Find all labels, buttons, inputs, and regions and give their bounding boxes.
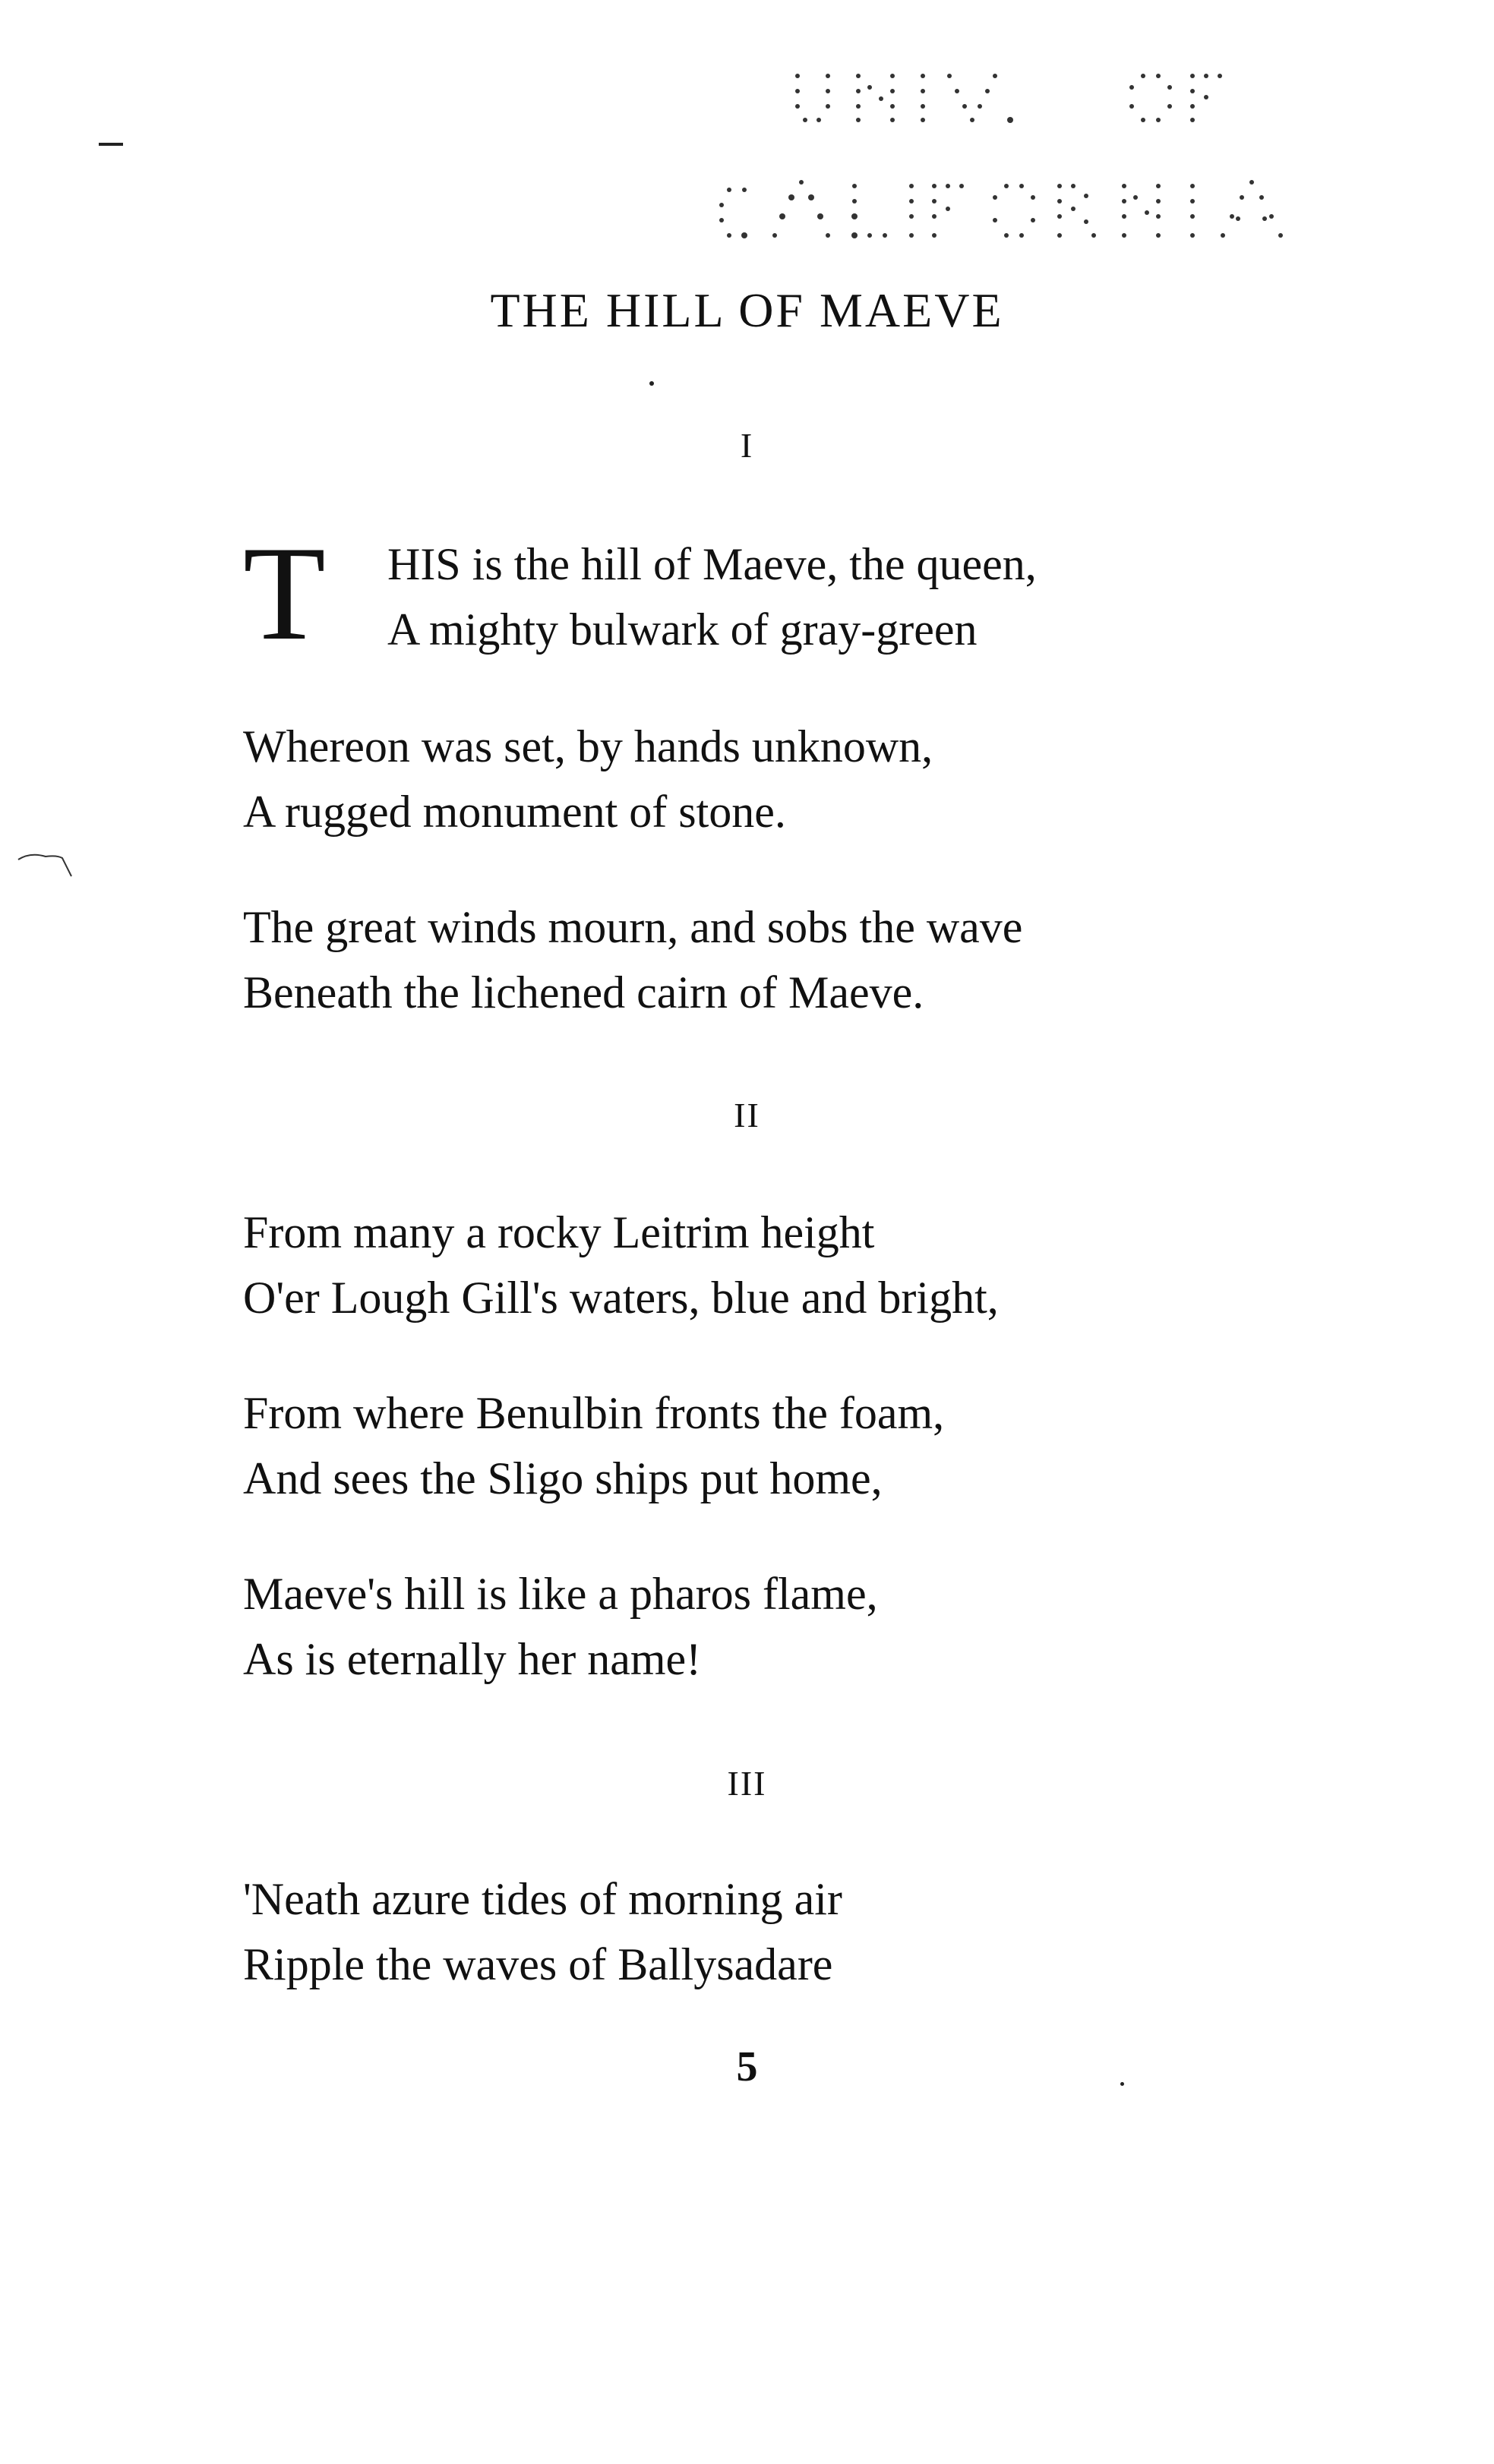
stamp-dots-row2 [719, 180, 1283, 238]
scan-mark [15, 843, 84, 888]
poem-line: From where Benulbin fronts the foam, [243, 1388, 945, 1438]
stamp-dots-row1 [795, 74, 1222, 123]
poem-line: From many a rocky Leitrim height [243, 1207, 875, 1257]
scan-mark [1120, 2082, 1124, 2086]
poem-title: THE HILL OF MAEVE [490, 283, 1004, 337]
poem-line: As is eternally her name! [243, 1634, 702, 1684]
section-numeral-3: III [727, 1764, 767, 1803]
poem-line: A mighty bulwark of gray-green [387, 604, 978, 655]
poem-line: O'er Lough Gill's waters, blue and bright, [243, 1273, 999, 1323]
poem-line: 'Neath azure tides of morning air [243, 1874, 842, 1924]
stanza-2-3 [243, 1561, 1306, 1692]
poem-line: A rugged monument of stone. [243, 787, 786, 837]
stanza-2-2 [243, 1380, 1306, 1511]
scan-mark [649, 381, 654, 386]
stanza-1-1 [243, 518, 1306, 668]
library-perforation-stamp [706, 53, 1360, 281]
drop-cap: T [243, 518, 326, 668]
poem-line: Ripple the waves of Ballysadare [243, 1939, 833, 1989]
stanza-3-1 [243, 1866, 1306, 1997]
poem-line: Maeve's hill is like a pharos flame, [243, 1569, 878, 1619]
stanza-2-1 [243, 1200, 1306, 1330]
scan-mark [99, 143, 123, 146]
stanza-1-2 [243, 714, 1306, 844]
poem-line: The great winds mourn, and sobs the wave [243, 902, 1023, 952]
section-numeral-1: I [740, 426, 754, 465]
poem-line: And sees the Sligo ships put home, [243, 1453, 883, 1503]
poem-line: HIS is the hill of Maeve, the queen, [387, 539, 1037, 589]
poem-line: Beneath the lichened cairn of Maeve. [243, 967, 924, 1017]
section-numeral-2: II [734, 1096, 760, 1134]
page-number: 5 [736, 2043, 758, 2090]
poem-line: Whereon was set, by hands unknown, [243, 721, 933, 771]
stanza-1-3 [243, 894, 1306, 1025]
